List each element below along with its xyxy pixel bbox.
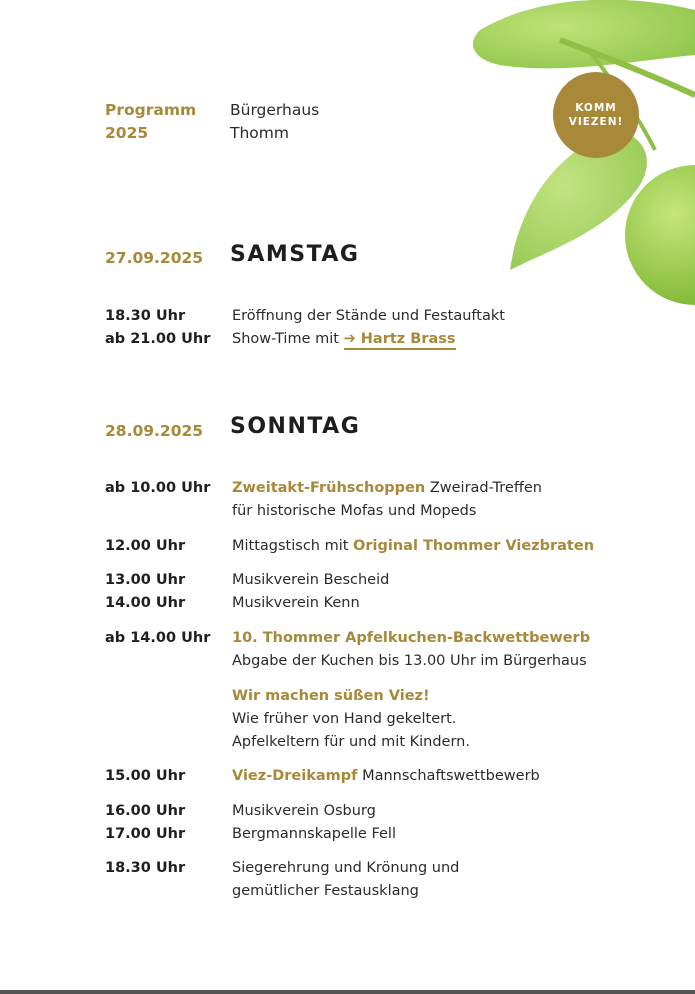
event-time: 18.30 Uhr <box>105 860 186 876</box>
leaf-illustration <box>440 0 695 330</box>
saturday-day: SAMSTAG <box>230 242 360 267</box>
event-text: Eröffnung der Stände und Festauftakt <box>232 308 505 324</box>
event-text: Mittagstisch mit Original Thommer Viezbraten <box>232 538 595 554</box>
event-time: 15.00 Uhr <box>105 768 186 784</box>
event-text: Viez-Dreikampf Mannschaftswettbewerb <box>232 768 540 784</box>
arrow-right-icon: ➔ <box>343 331 356 347</box>
event-text: Musikverein Kenn <box>232 595 360 611</box>
event-time: 13.00 Uhr <box>105 572 186 588</box>
event-time: ab 14.00 Uhr <box>105 630 211 646</box>
event-time: 14.00 Uhr <box>105 595 186 611</box>
event-time: ab 21.00 Uhr <box>105 331 211 347</box>
komm-viezen-badge: KOMM VIEZEN! <box>553 72 639 158</box>
event-text: Show-Time mit ➔ Hartz Brass <box>232 328 456 351</box>
sunday-day: SONNTAG <box>230 414 361 439</box>
event-time: 12.00 Uhr <box>105 538 186 554</box>
saturday-date: 27.09.2025 <box>105 249 204 267</box>
event-time: 17.00 Uhr <box>105 826 186 842</box>
program-label: Programm 2025 <box>105 101 197 142</box>
venue: Bürgerhaus Thomm <box>230 101 320 142</box>
event-time: ab 10.00 Uhr <box>105 480 211 496</box>
event-text: Musikverein Bescheid <box>232 572 390 588</box>
sunday-date: 28.09.2025 <box>105 422 204 440</box>
event-time: 16.00 Uhr <box>105 803 186 819</box>
event-text: Musikverein Osburg <box>232 803 376 819</box>
event-time: 18.30 Uhr <box>105 308 186 324</box>
top-leaf <box>473 0 695 68</box>
event-text: Siegerehrung und Krönung und gemütlicher Festausklang <box>232 860 460 899</box>
event-text: 10. Thommer Apfelkuchen-Backwettbewerb Abgabe der Kuchen bis 13.00 Uhr im Bürgerhaus <box>232 630 591 669</box>
event-text: Bergmannskapelle Fell <box>232 826 396 842</box>
event-text: Wir machen süßen Viez! Wie früher von Hand gekeltert. Apfelkeltern für und mit Kindern. <box>232 688 470 750</box>
event-text: Zweitakt-Frühschoppen Zweirad-Treffen für historische Mofas und Mopeds <box>232 480 542 519</box>
bottom-divider <box>0 990 695 994</box>
hartz-brass-link[interactable]: ➔ Hartz Brass <box>344 331 456 350</box>
